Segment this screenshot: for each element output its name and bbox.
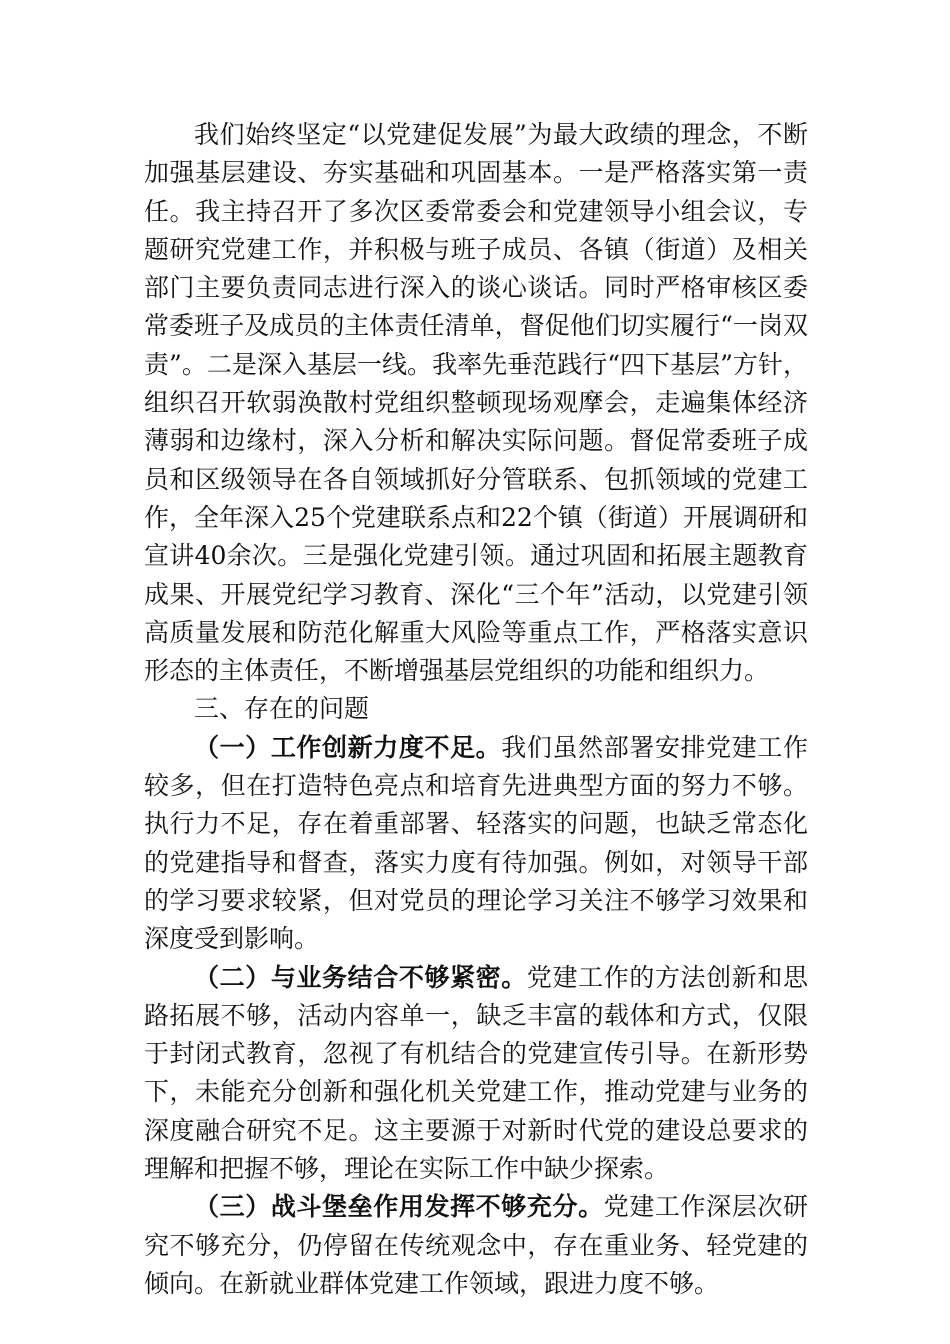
issue-3-body: 党建工作深层次研究不够充分，仍停留在传统观念中，存在重业务、轻党建的倾向。在新就业群体党建工作领域，跟进力度不够。 bbox=[144, 1192, 808, 1298]
document-page bbox=[144, 116, 808, 1303]
issue-1-lead: （一）工作创新力度不足。 bbox=[194, 732, 502, 762]
issue-3-lead: （三）战斗堡垒作用发挥不够充分。 bbox=[194, 1192, 604, 1222]
issue-1-body: 我们虽然部署安排党建工作较多，但在打造特色亮点和培育先进典型方面的努力不够。执行力不足，存在着重部署、轻落实的问题，也缺乏常态化的党建指导和督查，落实力度有待加强。例如，对领导干部的学习要求较紧，但对党员的理论学习关注不够学习效果和深度受到影响。 bbox=[144, 732, 808, 954]
issue-2-lead: （二）与业务结合不够紧密。 bbox=[194, 962, 527, 992]
intro-paragraph: 我们始终坚定“以党建促发展”为最大政绩的理念，不断加强基层建设、夯实基础和巩固基本。一是严格落实第一责任。我主持召开了多次区委常委会和党建领导小组会议，专题研究党建工作，并积极与班子成员、各镇（街道）及相关部门主要负责同志进行深入的谈心谈话。同时严格审核区委常委班子及成员的主体责任清单，督促他们切实履行“一岗双责”。二是深入基层一线。我率先垂范践行“四下基层”方针，组织召开软弱涣散村党组织整顿现场观摩会，走遍集体经济薄弱和边缘村，深入分析和解决实际问题。督促常委班子成员和区级领导在各自领域抓好分管联系、包抓领域的党建工作，全年深入25个党建联系点和22个镇（街道）开展调研和宣讲40余次。三是强化党建引领。通过巩固和拓展主题教育成果、开展党纪学习教育、深化“三个年”活动，以党建引领高质量发展和防范化解重大风险等重点工作，严格落实意识形态的主体责任，不断增强基层党组织的功能和组织力。 bbox=[144, 120, 808, 686]
issue-paragraph-2 bbox=[144, 959, 808, 1189]
section-heading: 三、存在的问题 bbox=[194, 694, 370, 724]
issue-paragraph-1 bbox=[144, 729, 808, 959]
issue-paragraph-3 bbox=[144, 1188, 808, 1303]
issue-2-body: 党建工作的方法创新和思路拓展不够，活动内容单一，缺乏丰富的载体和方式，仅限于封闭式教育，忽视了有机结合的党建宣传引导。在新形势下，未能充分创新和强化机关党建工作，推动党建与业务的深度融合研究不足。这主要源于对新时代党的建设总要求的理解和把握不够，理论在实际工作中缺少探索。 bbox=[144, 962, 808, 1184]
